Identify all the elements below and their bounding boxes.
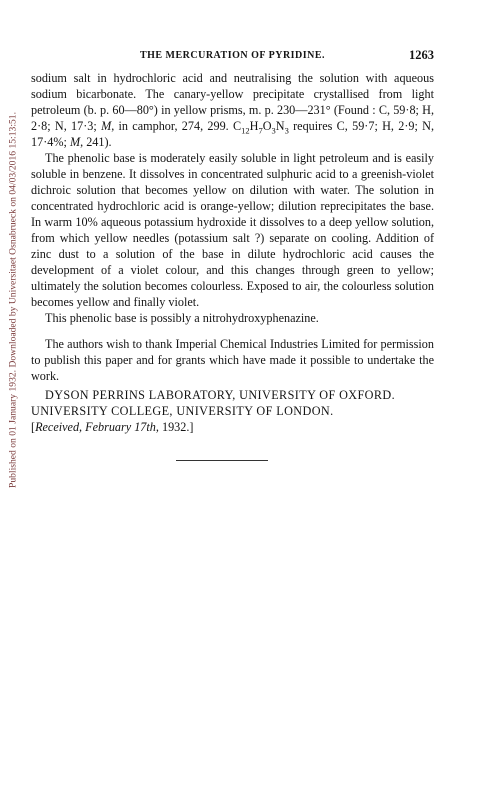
body-paragraph xyxy=(31,310,434,326)
text-run: O xyxy=(262,119,272,133)
download-side-note-text: Published on 01 January 1932. Downloaded by Universitaet Osnabrueck on 04/03/2016 15:13:51. xyxy=(7,112,19,488)
italic-symbol: M xyxy=(69,135,81,149)
running-title: THE MERCURATION OF PYRIDINE. xyxy=(139,50,326,61)
download-side-note xyxy=(6,70,20,530)
affiliation-oxford-text: DYSON PERRINS LABORATORY, UNIVERSITY OF OXFORD. xyxy=(45,388,396,402)
body-paragraph xyxy=(31,70,434,150)
text-run: This phenolic base is possibly a nitrohydroxyphenazine. xyxy=(45,311,319,325)
received-date xyxy=(31,419,434,435)
text-run: sodium salt in hydrochloric acid and neutralising the solution with aqueous sodium bicarbonate. The canary-yellow precipitate crystallised from light petroleum (b. p. 60—80°) in yellow prisms, m. p. 230—231° (Found : C, 59·8; H, 2·8; N, 17·3; xyxy=(31,71,434,133)
acknowledgement-paragraph: The authors wish to thank Imperial Chemical Industries Limited for permission to publish this paper and for grants which have made it possible to undertake the work. xyxy=(31,337,434,383)
text-run: , in camphor, 274, 299. C xyxy=(111,119,242,133)
formula-subscript: 3 xyxy=(271,125,276,136)
received-year: 1932. xyxy=(161,420,190,434)
page-number: 1263 xyxy=(409,48,434,62)
article-body xyxy=(31,70,434,435)
italic-symbol: M xyxy=(101,119,112,133)
text-run: N xyxy=(275,119,285,133)
affiliation-london xyxy=(31,403,434,419)
affiliation-oxford xyxy=(31,387,434,403)
formula-subscript: 3 xyxy=(284,125,289,136)
received-label: Received, February 17th, xyxy=(35,420,159,434)
body-paragraph xyxy=(31,150,434,310)
end-rule xyxy=(176,460,268,461)
text-run: , 241). xyxy=(80,135,112,149)
received-open-bracket: [ xyxy=(31,420,36,434)
affiliations xyxy=(31,387,434,419)
text-run: The phenolic base is moderately easily soluble in light petroleum and is easily soluble in benzene. It dissolves in concentrated sulphuric acid to a greenish-violet dichroic solution that becomes yellow on dilution with water. The solution in concentrated hydrochloric acid is orange-yellow; dilution reprecipitates the base. In warm 10% aqueous potassium hydroxide it dissolves to a deep yellow solution, from which yellow needles (potassium salt ?) separate on cooling. Addition of zinc dust to a solution of the base in dilute hydrochloric acid causes the development of a violet colour, and this changes through green to yellow; ultimately the solution becomes colourless. Exposed to air, the colourless solution becomes yellow and finally violet. xyxy=(31,151,434,309)
paragraphs xyxy=(31,70,434,326)
formula-subscript: 12 xyxy=(241,125,250,136)
text-run: requires C, 59·7; H, 2·9; N, 17·4%; xyxy=(31,119,434,149)
page-header xyxy=(31,48,434,64)
formula-subscript: 7 xyxy=(258,125,263,136)
text-run: H xyxy=(249,119,259,133)
affiliation-london-text: UNIVERSITY COLLEGE, UNIVERSITY OF LONDON. xyxy=(31,404,334,418)
received-close-bracket: ] xyxy=(189,420,194,434)
